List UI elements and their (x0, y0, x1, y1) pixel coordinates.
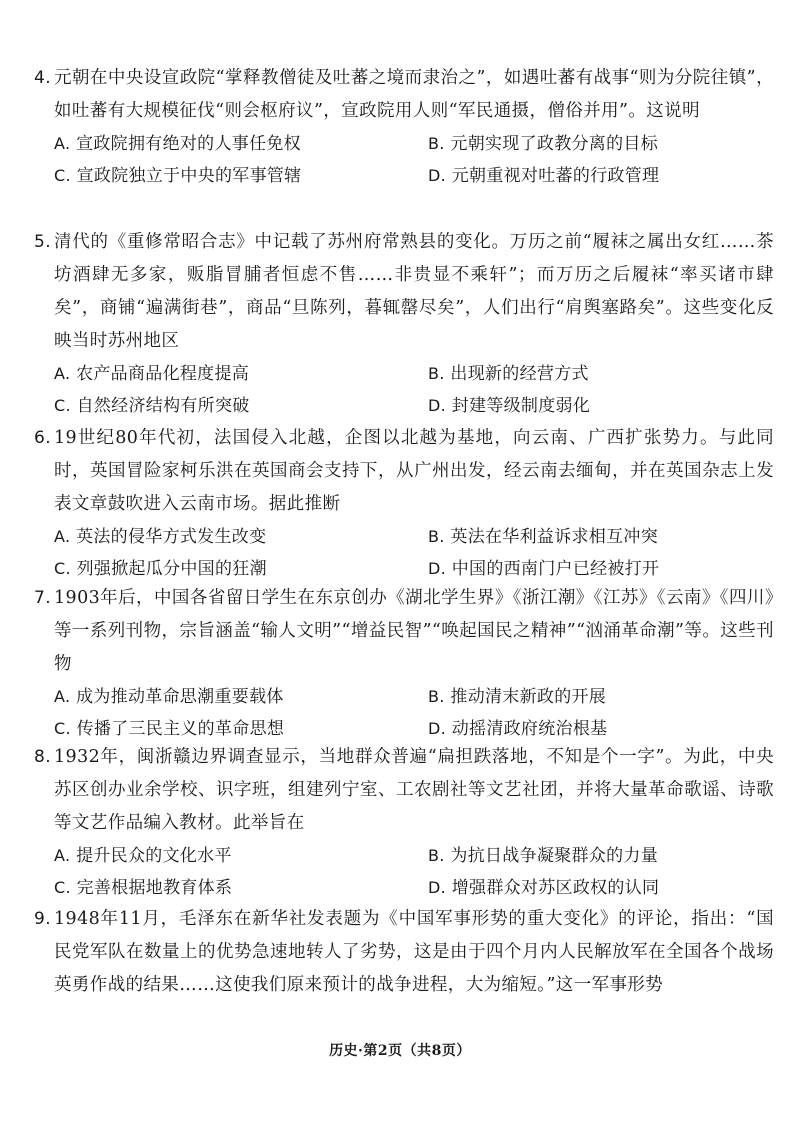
option-d[interactable]: D. 封建等级制度弱化 (428, 396, 591, 416)
option-a[interactable]: A. 成为推动革命思潮重要载体 (54, 687, 284, 707)
question-text: 1903年后，中国各省留日学生在东京创办《湖北学生界》《浙江潮》《江苏》《云南》《四川》等一系列刊物，宗旨涵盖“输人文明”“增益民智”“唤起国民之精神”“汹涌革命潮”等。这些刊物 (54, 588, 774, 674)
option-d[interactable]: D. 动摇清政府统治根基 (428, 719, 608, 739)
question-stem (34, 62, 774, 128)
option-c[interactable]: C. 宣政院独立于中央的军事管辖 (54, 166, 302, 186)
question-stem (34, 741, 774, 840)
question-text: 元朝在中央设宣政院“掌释教僧徒及吐蕃之境而隶治之”，如遇吐蕃有战事“则为分院往镇”，如吐蕃有大规模征伐“则会枢府议”，宣政院用人则“军民通摄，僧俗并用”。这说明 (54, 68, 774, 121)
option-a[interactable]: A. 提升民众的文化水平 (54, 846, 232, 866)
question-9 (34, 903, 774, 1002)
question-stem (34, 422, 774, 521)
question-number: 4. (34, 68, 52, 88)
question-text: 清代的《重修常昭合志》中记载了苏州府常熟县的变化。万历之前“履袜之属出女红……茶坊酒肆无多家，贩脂冒脯者恒虑不售……非贵显不乘轩”；而万历之后履袜“率买诸市肆矣”，商铺“遍满街巷”，商品“旦陈列，暮辄罄尽矣”，人们出行“肩舆塞路矣”。这些变化反映当时苏州地区 (54, 232, 774, 351)
option-d[interactable]: D. 元朝重视对吐蕃的行政管理 (428, 166, 660, 186)
option-a[interactable]: A. 农产品商品化程度提高 (54, 364, 250, 384)
question-5 (34, 226, 774, 422)
page-footer: 历史·第2页（共8页） (329, 1043, 471, 1059)
option-a[interactable]: A. 英法的侵华方式发生改变 (54, 527, 267, 547)
question-4 (34, 62, 774, 192)
question-stem (34, 582, 774, 681)
option-d[interactable]: D. 增强群众对苏区政权的认同 (428, 878, 660, 898)
question-number: 9. (34, 909, 52, 929)
question-number: 7. (34, 588, 52, 608)
option-b[interactable]: B. 推动清末新政的开展 (428, 687, 607, 707)
question-7 (34, 582, 774, 745)
option-c[interactable]: C. 完善根据地教育体系 (54, 878, 233, 898)
option-b[interactable]: B. 英法在华利益诉求相互冲突 (428, 527, 658, 547)
question-8 (34, 741, 774, 904)
question-text: 1932年，闽浙赣边界调查显示，当地群众普遍“扁担跌落地，不知是个一字”。为此，中央苏区创办业余学校、识字班，组建列宁室、工农剧社等文艺社团，并将大量革命歌谣、诗歌等文艺作品编入教材。此举旨在 (54, 747, 774, 833)
option-d[interactable]: D. 中国的西南门户已经被打开 (428, 559, 660, 579)
answer-options (34, 521, 774, 585)
option-c[interactable]: C. 自然经济结构有所突破 (54, 396, 250, 416)
question-number: 8. (34, 747, 52, 767)
option-c[interactable]: C. 列强掀起瓜分中国的狂潮 (54, 559, 267, 579)
option-b[interactable]: B. 为抗日战争凝聚群众的力量 (428, 846, 658, 866)
option-a[interactable]: A. 宣政院拥有绝对的人事任免权 (54, 134, 301, 154)
question-number: 6. (34, 428, 52, 448)
question-stem (34, 226, 774, 358)
option-b[interactable]: B. 元朝实现了政教分离的目标 (428, 134, 658, 154)
option-b[interactable]: B. 出现新的经营方式 (428, 364, 589, 384)
question-text: 19世纪80年代初，法国侵入北越，企图以北越为基地，向云南、广西扩张势力。与此同时，英国冒险家柯乐洪在英国商会支持下，从广州出发，经云南去缅甸，并在英国杂志上发表文章鼓吹进入云南市场。据此推断 (54, 428, 774, 514)
question-stem (34, 903, 774, 1002)
question-number: 5. (34, 232, 52, 252)
option-c[interactable]: C. 传播了三民主义的革命思想 (54, 719, 285, 739)
answer-options (34, 358, 774, 422)
answer-options (34, 128, 774, 192)
answer-options (34, 840, 774, 904)
answer-options (34, 681, 774, 745)
question-6 (34, 422, 774, 585)
question-text: 1948年11月，毛泽东在新华社发表题为《中国军事形势的重大变化》的评论，指出：“国民党军队在数量上的优势急速地转人了劣势，这是由于四个月内人民解放军在全国各个战场英勇作战的结果……这使我们原来预计的战争进程，大为缩短。”这一军事形势 (54, 909, 774, 995)
